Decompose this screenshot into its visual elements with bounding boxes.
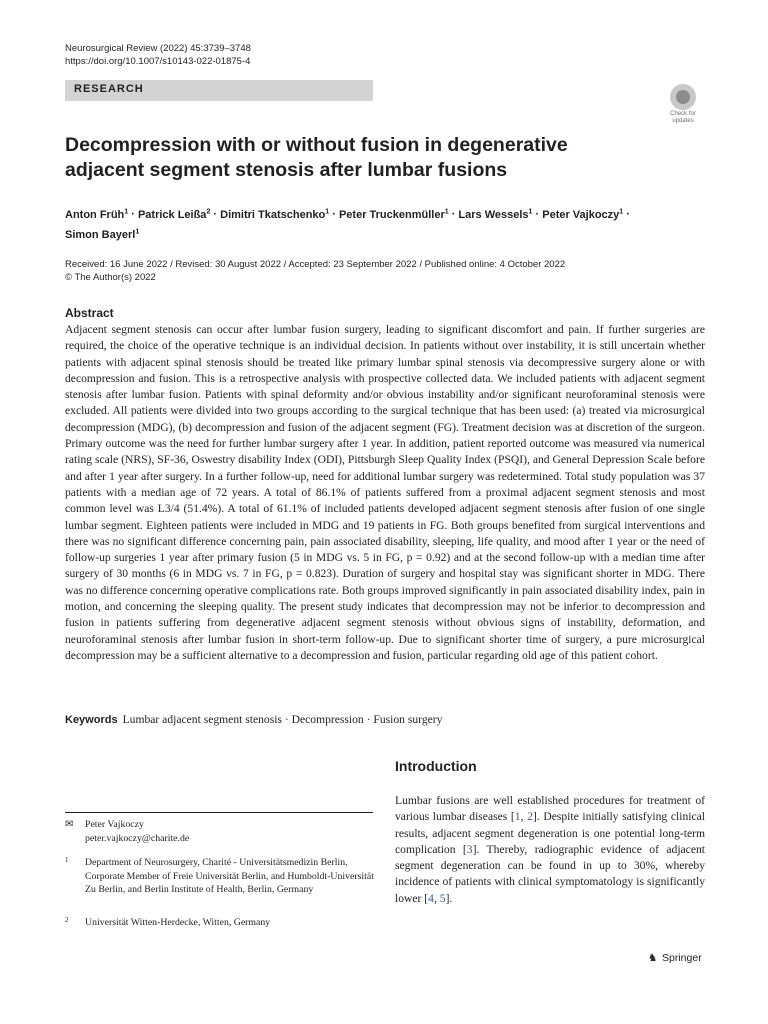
author[interactable]: Anton Früh$^1$ bbox=[65, 208, 129, 221]
affiliation-text: Department of Neurosurgery, Charité - Universitätsmedizin Berlin, Corporate Member of Freie Universität Berlin, and Humboldt-Universität Zu Berlin, and Berlin Institute of Health, Berlin, Germany bbox=[85, 857, 374, 895]
copyright: © The Author(s) 2022 bbox=[65, 272, 156, 283]
section-bar bbox=[65, 80, 373, 101]
check-updates-line2: updates bbox=[672, 118, 694, 124]
title-line-2: adjacent segment stenosis after lumbar fusions bbox=[65, 159, 508, 181]
corresponding-author: Peter Vajkoczy bbox=[85, 819, 144, 830]
check-updates-icon bbox=[670, 84, 696, 110]
introduction-text: Lumbar fusions are well established procedures for treatment of various lumbar diseases [1, 2]. Despite initially satisfying clinical results, adjacent segment degeneration is one potential long-term complication [3]. Thereby, radiographic evidence of adjacent segment degeneration can be found in up to 30%, whereby incidence of patients with clinical symptomatology is significantly lower [4, 5]. bbox=[395, 794, 705, 905]
affiliation-number: 2 bbox=[65, 916, 69, 924]
springer-horse-icon: ♞ bbox=[648, 952, 658, 964]
journal-citation: Neurosurgical Review (2022) 45:3739–3748 bbox=[65, 43, 251, 54]
keywords bbox=[65, 712, 705, 728]
affiliation-number: 1 bbox=[65, 856, 69, 864]
publisher-name: Springer bbox=[662, 952, 702, 964]
section-label: RESEARCH bbox=[74, 83, 144, 95]
journal-header bbox=[65, 42, 251, 68]
author[interactable]: Dimitri Tkatschenko$^1$ bbox=[220, 208, 330, 221]
citation-link[interactable]: 3 bbox=[466, 842, 473, 856]
introduction-heading: Introduction bbox=[395, 758, 477, 774]
citation-link[interactable]: 5 bbox=[439, 891, 446, 905]
citation-link[interactable]: 2 bbox=[527, 810, 533, 824]
author-list: Anton Früh$^1$ · Patrick Leißa$^2$ · Dimitri Tkatschenko$^1$ · Peter Truckenmüller$^1$ · Lars Wessels$^1$ · Peter Vajkoczy$^1$ · Simon Bayerl$^1$ bbox=[65, 208, 630, 242]
corresponding-email[interactable]: peter.vajkoczy@charite.de bbox=[85, 832, 190, 844]
article-title bbox=[65, 133, 625, 183]
title-line-1: Decompression with or without fusion in degenerative bbox=[65, 134, 568, 156]
citation-link[interactable]: 4 bbox=[428, 891, 434, 905]
citation-link[interactable]: 1 bbox=[514, 810, 521, 824]
doi-link[interactable]: https://doi.org/10.1007/s10143-022-01875-4 bbox=[65, 56, 251, 67]
check-updates-label bbox=[664, 111, 702, 125]
author[interactable]: Simon Bayerl$^1$ bbox=[65, 228, 140, 242]
article-dates bbox=[65, 258, 565, 284]
affiliation-text: Universität Witten-Herdecke, Witten, Germany bbox=[85, 917, 271, 928]
author[interactable]: Peter Truckenmüller$^1$ bbox=[338, 208, 449, 221]
abstract-heading: Abstract bbox=[65, 306, 114, 320]
author[interactable]: Patrick Leißa$^2$ bbox=[137, 208, 211, 221]
footnote-divider bbox=[65, 812, 373, 813]
history-dates: Received: 16 June 2022 / Revised: 30 August 2022 / Accepted: 23 September 2022 / Published online: 4 October 2022 bbox=[65, 259, 566, 270]
correspondence bbox=[65, 818, 190, 844]
keywords-label: Keywords bbox=[65, 714, 118, 726]
check-for-updates-badge[interactable] bbox=[664, 84, 702, 124]
publisher-logo bbox=[648, 952, 702, 964]
check-updates-line1: Check for bbox=[670, 111, 696, 117]
author[interactable]: Peter Vajkoczy$^1$ bbox=[542, 208, 624, 221]
abstract-text: Adjacent segment stenosis can occur after lumbar fusion surgery, leading to significant discomfort and pain. If further surgeries are required, the choice of the operative technique is an individual decision. In patients without over instability, it is still uncertain whether patients with adjacent spinal stenosis should be treated like primary lumbar spinal stenosis via decompressive surgery alone or with decompression and fusion. This is a retrospective analysis with prospective collected data. We included patients with adjacent segment stenosis after lumbar fusion. Patients with spinal deformity and/or obvious instability and/or significant neuroforaminal stenosis were excluded. All patients were divided into two groups according to the surgical technique that has been used: (a) treated via microsurgical decompression (MDG), (b) decompression and fusion of the adjacent segment (FG). Treatment decision was at discretion of the surgeon. Primary outcome was the need for further lumbar surgery after 1 year. In addition, patient reported outcome was measured via numerical rating scale (NRS), SF-36, Oswestry disability Index (ODI), Pittsburgh Sleep Quality Index (PSQI), and General Depression Scale before and after 1 year after surgery. In a further follow-up, need for additional lumbar surgery was redetermined. Total study population was 37 patients with a median age of 72 years. A total of 86.1% of patients suffered from a proximal adjacent segment stenosis and most common level was L3/4 (51.4%). A total of 61.1% of included patients developed adjacent segment stenosis after fusion of one single lumbar segment. Eighteen patients were included in MDG and 19 patients in FG. Both groups benefited from surgical interventions and there was no significant difference concerning pain, pain associated disability, sleeping, life quality, and mood after 1 year or the need of follow-up surgeries 1 year after primary fusion (5 in MDG vs. 5 in FG, p = 0.92) and at the second follow-up with a median time after surgery of 30 months (6 in MDG vs. 7 in FG, p = 0.823). Duration of surgery and hospital stay was significant shorter in MDG. There was no difference concerning operative complications rate. Both groups improved significantly in pain associated disability index, pain in motion, and concerning the sleeping quality. The present study indicates that decompression may not be inferior to decompression and fusion in patients suffering from degenerative adjacent segment stenosis without obvious signs of instability, deformation, and neuroforaminal stenosis after lumbar fusion in short-term follow-up. Due to significant shorter time of surgery, a pure microsurgical decompression may be a sufficient alternative to a decompression and fusion, particular regarding old age of this patient cohort. bbox=[65, 323, 705, 662]
author[interactable]: Lars Wessels$^1$ bbox=[458, 208, 533, 221]
envelope-icon: ✉ bbox=[65, 819, 74, 830]
keywords-text: Lumbar adjacent segment stenosis · Decompression · Fusion surgery bbox=[122, 713, 443, 726]
